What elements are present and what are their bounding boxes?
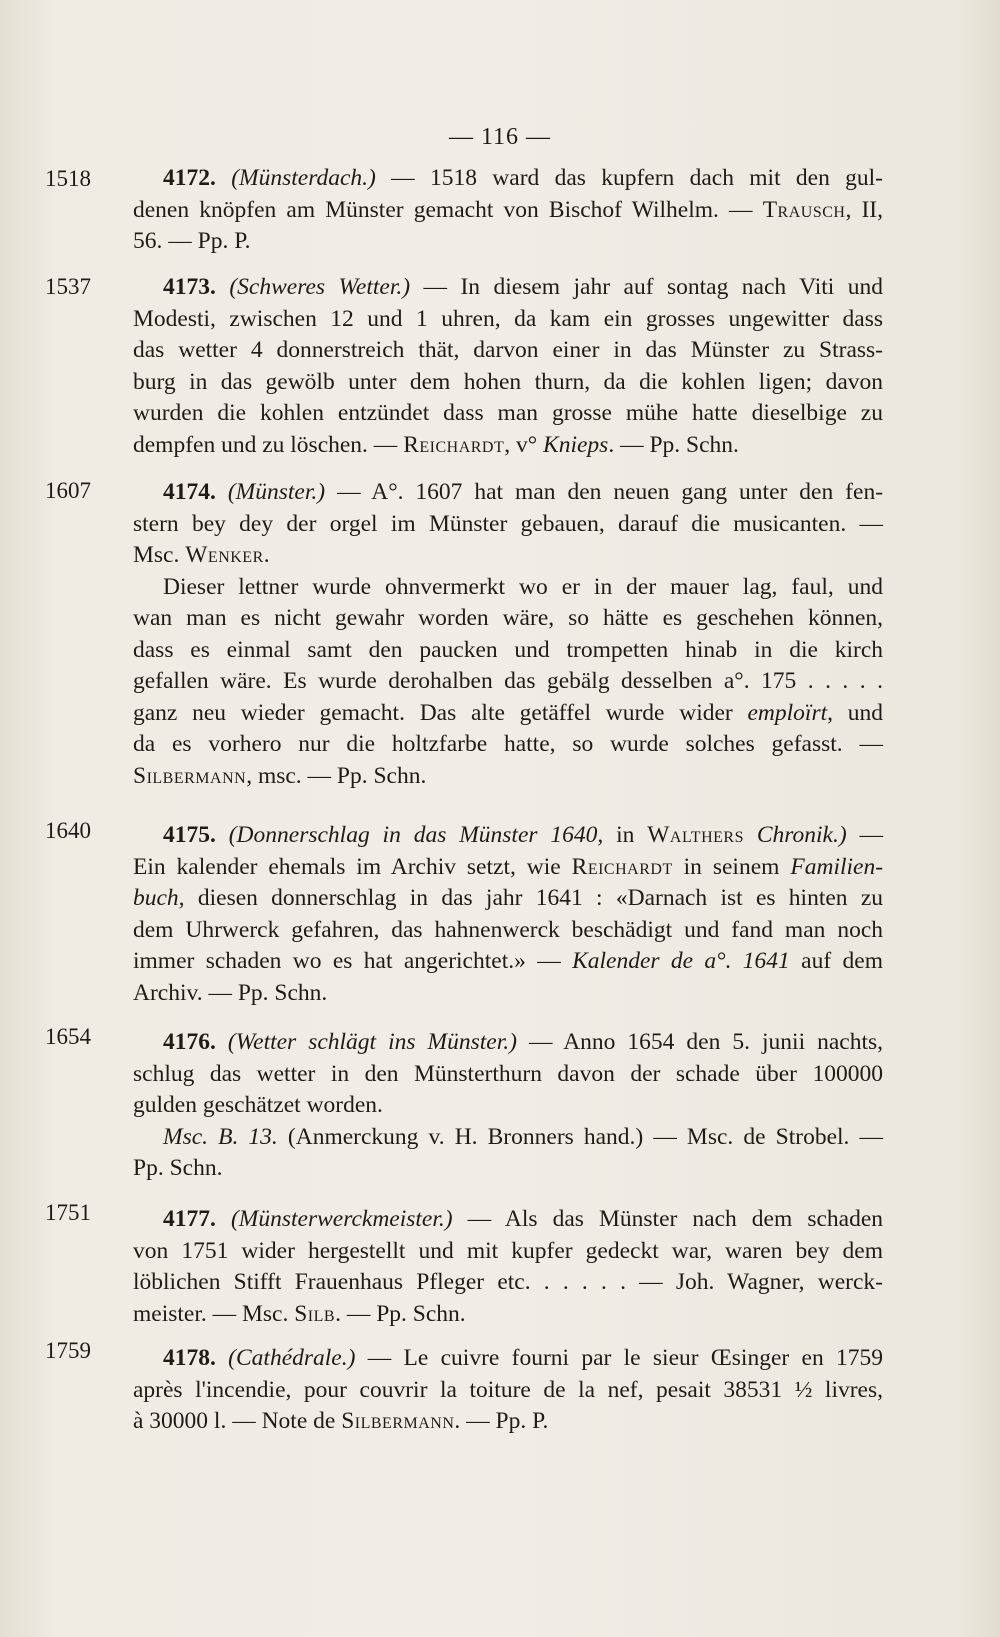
entry-title: (Münsterdach.) [231, 165, 376, 191]
entry-line: Archiv. — Pp. Schn. [133, 979, 328, 1006]
entry-line: gefallen wäre. Es wurde derohalben das gebälg desselben a°. 175 . . . . . [133, 668, 883, 694]
entry-text: diesen donnerschlag in das jahr 1641 : «Darnach ist es hinten zu [197, 885, 884, 911]
entry-title: (Donnerschlag in das Münster 1640, [228, 822, 604, 848]
entry-text: . — Pp. P. [454, 1408, 549, 1434]
entry-text: à 30000 l. — Note de [133, 1408, 336, 1434]
entry-4178 [133, 1343, 883, 1438]
entry-text: — Anno 1654 den 5. junii nachts, [528, 1029, 884, 1055]
entry-text: , II, [845, 196, 884, 223]
entry-text: Kalender de a°. 1641 [572, 948, 790, 974]
entry-text: — Le cuivre fourni par le sieur Œsinger en 1759 [367, 1345, 883, 1371]
entry-line: Dieser lettner wurde ohnvermerkt wo er in der mauer lag, faul, und [163, 573, 883, 600]
entry-text: . — Pp. Schn. [335, 1300, 466, 1327]
entry-line: burg in das gewölb unter dem hohen thurn, da die kohlen ligen; davon [133, 368, 883, 395]
entry-line [133, 1406, 883, 1438]
entry-line [133, 761, 883, 793]
entry-line [133, 698, 883, 730]
entry-text: Ein kalender ehemals im Archiv setzt, wie [133, 853, 561, 880]
entry-text: — A°. 1607 hat man den neuen gang unter den fen- [337, 479, 884, 505]
entry-number: 4176. [163, 1029, 216, 1055]
entry-number: 4174. [163, 479, 216, 505]
entry-line [133, 1299, 883, 1331]
entry-text: in seinem [683, 853, 780, 880]
entry-line: Pp. Schn. [133, 1155, 223, 1181]
entry-text: Knieps [543, 431, 609, 458]
entry-line: wan man es nicht gewahr worden wäre, so hätte es geschehen können, [133, 605, 883, 631]
author-name: Silbermann [133, 762, 247, 789]
entry-text: — 1518 ward das kupfern dach mit den gul- [391, 165, 884, 191]
entry-4176 [133, 1027, 883, 1185]
entry-line: löblichen Stifft Frauenhaus Pfleger etc. . . . . . — Joh. Wagner, werck- [133, 1269, 883, 1295]
entry-text: emploïrt [747, 699, 828, 726]
entry-title: (Cathédrale.) [228, 1345, 356, 1371]
entry-line [133, 195, 883, 227]
entry-title: (Münsterwerckmeister.) [230, 1206, 453, 1232]
author-name: Reichardt [571, 853, 673, 880]
entry-text: , und [827, 699, 883, 726]
margin-year: 1518 [45, 166, 91, 191]
entry-title: (Münster.) [227, 479, 326, 505]
entry-number: 4177. [163, 1206, 216, 1232]
entry-4172 [133, 163, 883, 258]
entry-number: 4175. [163, 822, 216, 848]
entry-title: (Schweres Wetter.) [229, 274, 411, 300]
entry-line [133, 163, 883, 195]
margin-year: 1607 [45, 478, 91, 503]
entry-4174 [133, 477, 883, 792]
entry-line: dass es einmal samt den paucken und trompetten hinab in die kirch [133, 636, 883, 663]
entry-text: Chronik.) [756, 822, 847, 848]
entry-line [133, 820, 883, 852]
author-name: Silb [294, 1300, 336, 1327]
entry-number: 4173. [163, 274, 216, 300]
entry-4175 [133, 820, 883, 1009]
entry-text: Familien- [790, 853, 884, 880]
margin-year: 1640 [45, 818, 91, 843]
margin-year: 1759 [45, 1338, 91, 1363]
entry-line: das wetter 4 donnerstreich thät, darvon einer in das Münster zu Strass- [133, 337, 883, 363]
entry-text: immer schaden wo es hat angerichtet.» — [133, 948, 561, 974]
entry-line: von 1751 wider hergestellt und mit kupfer gedeckt war, waren bey dem [133, 1237, 883, 1264]
entry-line [133, 1122, 883, 1154]
entry-text: auf dem [801, 948, 883, 974]
entry-line [133, 946, 883, 978]
entry-line [133, 477, 883, 509]
page-number: — 116 — [448, 124, 552, 150]
author-name: Silbermann [341, 1408, 455, 1434]
entry-line: dem Uhrwerck gefahren, das hahnenwerck beschädigt und fand man noch [133, 916, 883, 943]
entry-line: Modesti, zwischen 12 und 1 uhren, da kam ein grosses ungewitter dass [133, 305, 883, 332]
entry-text: dempfen und zu löschen. — [133, 431, 398, 458]
margin-year: 1654 [45, 1024, 91, 1049]
entry-number: 4178. [163, 1345, 216, 1371]
entry-text: Msc. B. 13. [163, 1123, 278, 1150]
entry-line [133, 1343, 883, 1375]
entry-4177 [133, 1204, 883, 1330]
entry-line: da es vorhero nur die holtzfarbe hatte, so wurde solches gefasst. — [133, 731, 883, 757]
margin-year: 1751 [45, 1200, 91, 1225]
entry-text: — Als das Münster nach dem schaden [467, 1206, 884, 1232]
entry-line [133, 1027, 883, 1059]
entry-text: — In diesem jahr auf sontag nach Viti und [423, 274, 884, 300]
author-name: Wenker [185, 542, 264, 568]
entry-line: 56. — Pp. P. [133, 228, 251, 254]
author-name: Walthers [647, 822, 744, 848]
entry-text: — [859, 822, 884, 848]
entry-line: wurden die kohlen entzündet dass man grosse mühe hatte dieselbige zu [133, 400, 883, 426]
entry-line: stern bey dey der orgel im Münster gebauen, darauf die musicanten. — [133, 510, 883, 537]
entry-line [133, 540, 883, 572]
entry-text: (Anmerckung v. H. Bronners hand.) — Msc. de Strobel. — [287, 1123, 883, 1150]
entry-line: gulden geschätzet worden. [133, 1092, 383, 1118]
author-name: Reichardt [403, 431, 505, 458]
entry-text: , v° [504, 431, 544, 458]
author-name: Trausch [762, 196, 846, 223]
entry-line: après l'incendie, pour couvrir la toiture de la nef, pesait 38531 ½ livres, [133, 1376, 883, 1403]
entry-text: meister. — Msc. [133, 1300, 289, 1327]
entry-text: ganz neu wieder gemacht. Das alte getäffel wurde wider [133, 699, 733, 726]
entry-text: buch, [133, 885, 185, 911]
margin-year: 1537 [45, 274, 91, 299]
entry-line [133, 430, 883, 462]
entry-line [133, 852, 883, 884]
entry-text: denen knöpfen am Münster gemacht von Bischof Wilhelm. — [133, 196, 753, 223]
entry-text: . [263, 542, 270, 568]
entry-text: in [616, 822, 635, 848]
entry-line [133, 1204, 883, 1236]
entry-line [133, 883, 883, 915]
entry-text: Msc. [133, 542, 180, 568]
entry-4173 [133, 272, 883, 461]
entry-title: (Wetter schlägt ins Münster.) [227, 1029, 517, 1055]
entry-text: , msc. — Pp. Schn. [246, 762, 427, 789]
entry-number: 4172. [163, 165, 216, 191]
entry-line: schlug das wetter in den Münsterthurn davon der schade über 100000 [133, 1060, 883, 1087]
entry-text: . — Pp. Schn. [608, 431, 739, 458]
entry-line [133, 272, 883, 304]
